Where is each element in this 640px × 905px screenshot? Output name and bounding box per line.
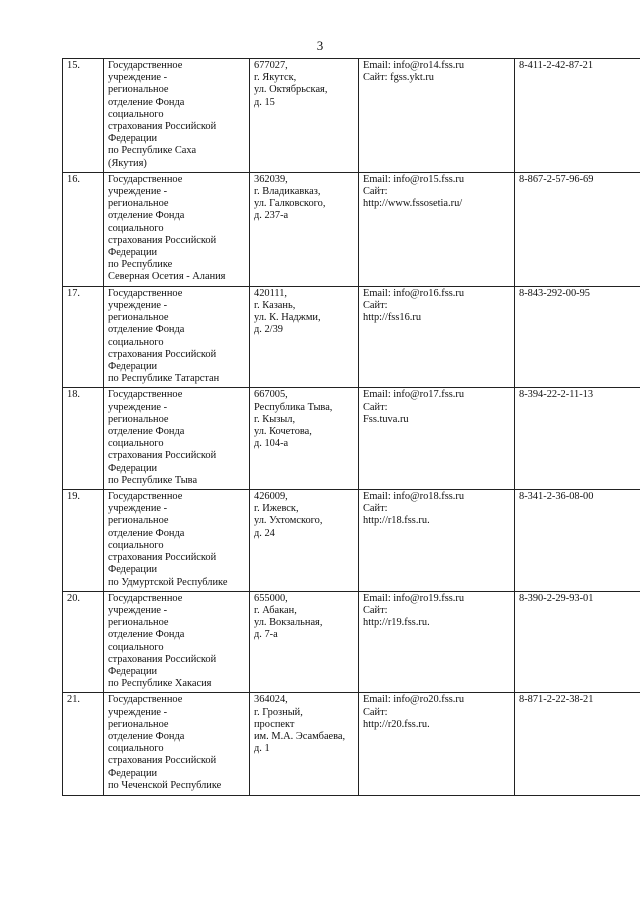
row-number: 15.: [63, 59, 104, 173]
page-number: 3: [316, 38, 324, 53]
email-and-website: Email: info@ro18.fss.ru Сайт: http://r18.fss.ru.: [359, 490, 515, 592]
organization-name: Государственное учреждение - региональное отделение Фонда социального страхования Российской Федерации по Республике Тыва: [104, 388, 250, 490]
phone-number: 8-867-2-57-96-69: [515, 172, 640, 286]
row-number: 18.: [63, 388, 104, 490]
phone-number: 8-394-22-2-11-13: [515, 388, 640, 490]
row-number: 17.: [63, 286, 104, 388]
postal-address: 364024, г. Грозный, проспект им. М.А. Эсамбаева, д. 1: [250, 693, 359, 796]
table-row: [63, 172, 640, 286]
postal-address: 420111, г. Казань, ул. К. Наджми, д. 2/39: [250, 286, 359, 388]
organization-name: Государственное учреждение - региональное отделение Фонда социального страхования Российской Федерации по Чеченской Республике: [104, 693, 250, 796]
phone-number: 8-843-292-00-95: [515, 286, 640, 388]
postal-address: 667005, Республика Тыва, г. Кызыл, ул. Кочетова, д. 104-а: [250, 388, 359, 490]
email-and-website: Email: info@ro16.fss.ru Сайт: http://fss16.ru: [359, 286, 515, 388]
phone-number: 8-411-2-42-87-21: [515, 59, 640, 173]
organization-name: Государственное учреждение - региональное отделение Фонда социального страхования Российской Федерации по Республике Саха (Якутия): [104, 59, 250, 173]
organization-name: Государственное учреждение - региональное отделение Фонда социального страхования Российской Федерации по Республике Татарстан: [104, 286, 250, 388]
phone-number: 8-341-2-36-08-00: [515, 490, 640, 592]
row-number: 16.: [63, 172, 104, 286]
email-and-website: Email: info@ro20.fss.ru Сайт: http://r20.fss.ru.: [359, 693, 515, 796]
phone-number: 8-871-2-22-38-21: [515, 693, 640, 796]
email-and-website: Email: info@ro19.fss.ru Сайт: http://r19.fss.ru.: [359, 591, 515, 693]
email-and-website: Email: info@ro15.fss.ru Сайт: http://www.fssosetia.ru/: [359, 172, 515, 286]
organization-name: Государственное учреждение - региональное отделение Фонда социального страхования Российской Федерации по Удмуртской Республике: [104, 490, 250, 592]
table-row: [63, 693, 640, 796]
row-number: 21.: [63, 693, 104, 796]
postal-address: 362039, г. Владикавказ, ул. Галковского, д. 237-а: [250, 172, 359, 286]
email-and-website: Email: info@ro14.fss.ru Сайт: fgss.ykt.ru: [359, 59, 515, 173]
organization-name: Государственное учреждение - региональное отделение Фонда социального страхования Российской Федерации по Республике Северная Осетия - Алания: [104, 172, 250, 286]
phone-number: 8-390-2-29-93-01: [515, 591, 640, 693]
postal-address: 655000, г. Абакан, ул. Вокзальная, д. 7-а: [250, 591, 359, 693]
table-row: [63, 591, 640, 693]
postal-address: 426009, г. Ижевск, ул. Ухтомского, д. 24: [250, 490, 359, 592]
row-number: 20.: [63, 591, 104, 693]
table-row: [63, 286, 640, 388]
fss-offices-table: [62, 58, 640, 796]
email-and-website: Email: info@ro17.fss.ru Сайт: Fss.tuva.ru: [359, 388, 515, 490]
organization-name: Государственное учреждение - региональное отделение Фонда социального страхования Российской Федерации по Республике Хакасия: [104, 591, 250, 693]
table-row: [63, 59, 640, 173]
row-number: 19.: [63, 490, 104, 592]
postal-address: 677027, г. Якутск, ул. Октябрьская, д. 15: [250, 59, 359, 173]
table-row: [63, 490, 640, 592]
table-row: [63, 388, 640, 490]
